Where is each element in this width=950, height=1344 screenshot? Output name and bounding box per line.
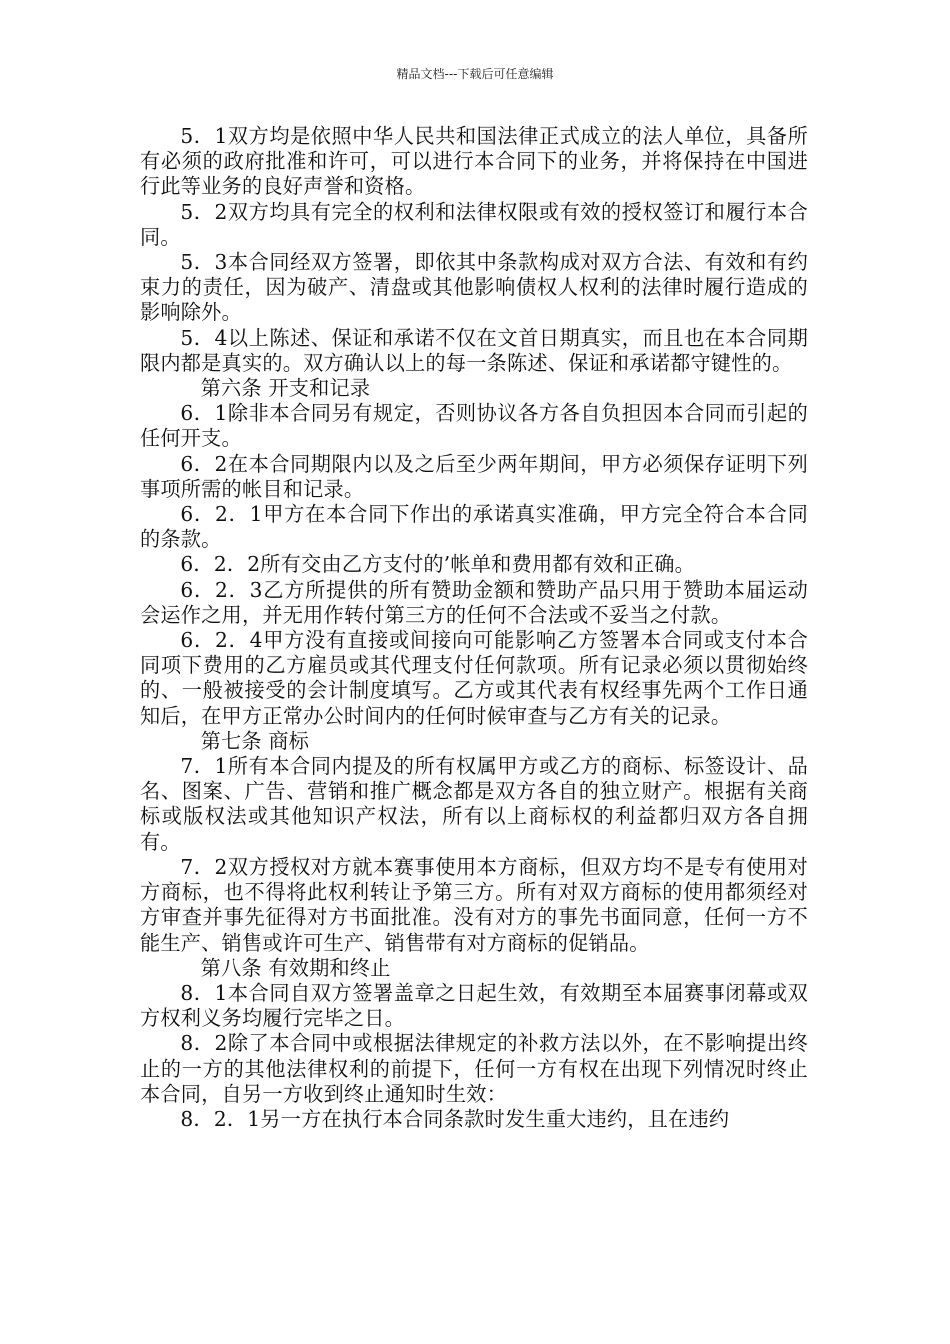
article-6-heading: 第六条 开支和记录: [200, 376, 371, 401]
clause-5-3: 5．3本合同经双方签署，即依其中条款构成对双方合法、有效和有约束力的责任，因为破产、清盘或其他影响债权人权利的法律时履行造成的影响除外。: [140, 250, 808, 325]
clause-6-2-3: 6．2．3乙方所提供的所有赞助金额和赞助产品只用于赞助本届运动会运作之用，并无用作转付第三方的任何不合法或不妥当之付款。: [140, 577, 808, 627]
clause-8-1: 8．1本合同自双方签署盖章之日起生效，有效期至本届赛事闭幕或双方权利义务均履行完毕之日。: [140, 980, 808, 1031]
clause-7-1: 7．1所有本合同内提及的所有权属甲方或乙方的商标、标签设计、品名、图案、广告、营销和推广概念都是双方各自的独立财产。根据有关商标或版权法或其他知识产权法，所有以上商标权的利益都归双方各自拥有。: [140, 754, 808, 854]
clause-6-2-2: 6．2．2所有交由乙方支付的’帐单和费用都有效和正确。: [180, 552, 696, 577]
clause-7-2: 7．2双方授权对方就本赛事使用本方商标，但双方均不是专有使用对方商标，也不得将此权利转让予第三方。所有对双方商标的使用都须经对方审查并事先征得对方书面批准。没有对方的事先书面同意，任何一方不能生产、销售或许可生产、销售带有对方商标的促销品。: [140, 854, 808, 955]
clause-5-2: 5．2双方均具有完全的权利和法律权限或有效的授权签订和履行本合同。: [140, 199, 808, 249]
clause-6-2-4: 6．2．4甲方没有直接或间接向可能影响乙方签署本合同或支付本合同项下费用的乙方雇员或其代理支付任何款项。所有记录必须以贯彻始终的、一般被接受的会计制度填写。乙方或其代表有权经事先两个工作日通知后，在甲方正常办公时间内的任何时候审查与乙方有关的记录。: [140, 628, 808, 728]
clause-6-1: 6．1除非本合同另有规定，否则协议各方各自负担因本合同而引起的任何开支。: [140, 401, 808, 451]
document-body: [140, 124, 808, 1132]
clause-5-4: 5．4以上陈述、保证和承诺不仅在文首日期真实，而且也在本合同期限内都是真实的。双方确认以上的每一条陈述、保证和承诺都守键性的。: [140, 325, 808, 375]
clause-5-1: 5．1双方均是依照中华人民共和国法律正式成立的法人单位，具备所有必须的政府批准和许可，可以进行本合同下的业务，并将保持在中国进行此等业务的良好声誉和资格。: [140, 124, 808, 199]
clause-6-2: 6．2在本合同期限内以及之后至少两年期间，甲方必须保存证明下列事项所需的帐目和记录。: [140, 451, 808, 501]
article-8-heading: 第八条 有效期和终止: [200, 955, 391, 980]
clause-6-2-1: 6．2．1甲方在本合同下作出的承诺真实准确，甲方完全符合本合同的条款。: [140, 502, 808, 552]
page-header: 精品文档---下载后可任意编辑: [396, 67, 554, 81]
clause-8-2: 8．2除了本合同中或根据法律规定的补救方法以外，在不影响提出终止的一方的其他法律权利的前提下，任何一方有权在出现下列情况时终止本合同，自另一方收到终止通知时生效：: [140, 1031, 808, 1106]
article-7-heading: 第七条 商标: [200, 728, 310, 753]
clause-8-2-1: 8．2．1另一方在执行本合同条款时发生重大违约，且在违约: [180, 1106, 730, 1131]
